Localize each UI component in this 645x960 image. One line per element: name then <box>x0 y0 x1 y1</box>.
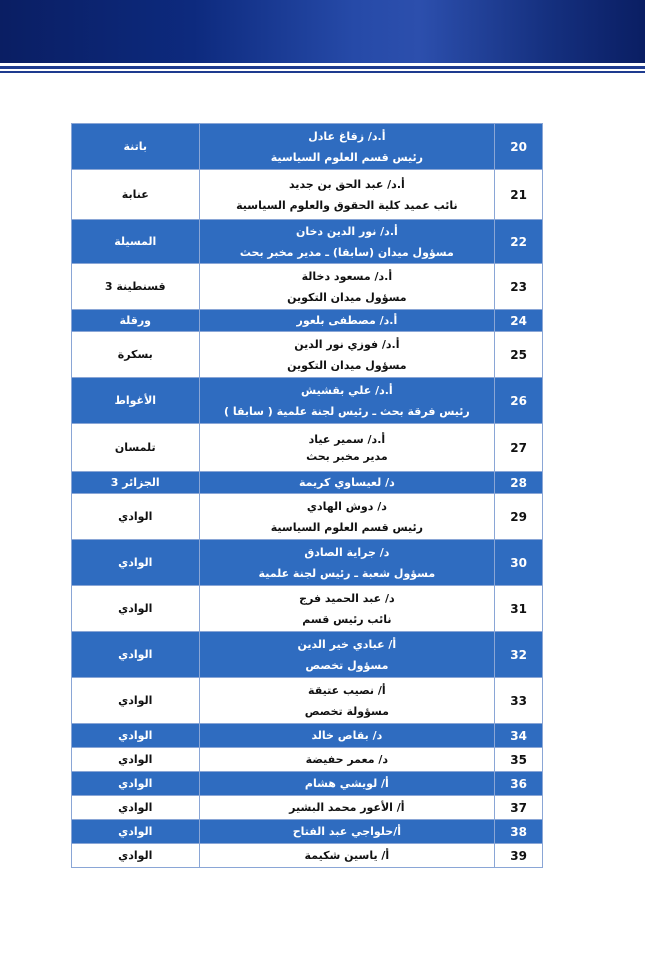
member-role: رئيس قسم العلوم السياسية <box>270 520 423 534</box>
university-cell <box>72 844 200 868</box>
university-cell <box>72 748 200 772</box>
table-row <box>72 748 543 772</box>
header-divider-secondary <box>0 71 645 73</box>
university-cell <box>72 632 200 678</box>
row-number-cell <box>495 678 543 724</box>
table-row <box>72 264 543 310</box>
member-role: رئيس قسم العلوم السياسية <box>270 150 423 164</box>
university-cell <box>72 124 200 170</box>
row-number: 20 <box>510 139 527 154</box>
row-number-cell <box>495 540 543 586</box>
university-name: الوادي <box>118 777 153 790</box>
row-number-cell <box>495 310 543 332</box>
row-number: 24 <box>510 313 527 328</box>
row-number: 21 <box>510 187 527 202</box>
member-cell <box>199 264 495 310</box>
member-role: رئيس فرقة بحث ـ رئيس لجنة علمية ( سابقا ) <box>223 404 470 418</box>
university-cell <box>72 540 200 586</box>
university-name: الوادي <box>118 648 153 661</box>
university-cell <box>72 772 200 796</box>
row-number-cell <box>495 586 543 632</box>
row-number: 32 <box>510 647 527 662</box>
row-number: 34 <box>510 728 527 743</box>
member-name: د/ دوش الهادي <box>306 499 387 513</box>
row-number-cell <box>495 124 543 170</box>
member-cell <box>199 472 495 494</box>
table-row <box>72 632 543 678</box>
member-name: د/ عبد الحميد فرج <box>299 591 395 605</box>
university-name: الوادي <box>118 729 153 742</box>
row-number: 22 <box>510 234 527 249</box>
university-cell <box>72 472 200 494</box>
member-cell <box>199 494 495 540</box>
member-cell <box>199 748 495 772</box>
row-number: 26 <box>510 393 527 408</box>
member-cell <box>199 378 495 424</box>
row-number: 31 <box>510 601 527 616</box>
row-number: 25 <box>510 347 527 362</box>
table-row <box>72 124 543 170</box>
members-table <box>71 123 543 868</box>
row-number-cell <box>495 264 543 310</box>
row-number-cell <box>495 170 543 220</box>
member-name: د/ بقاص خالد <box>311 729 383 742</box>
table-row <box>72 332 543 378</box>
university-cell <box>72 678 200 724</box>
member-name: د/ لعيساوي كريمة <box>298 476 395 489</box>
university-name: الوادي <box>118 753 153 766</box>
member-role: مسؤول ميدان التكوين <box>287 290 407 304</box>
table-row <box>72 220 543 264</box>
member-name: أ.د/ زقاغ عادل <box>308 129 386 143</box>
member-cell <box>199 124 495 170</box>
university-cell <box>72 220 200 264</box>
table-row <box>72 472 543 494</box>
member-cell <box>199 772 495 796</box>
row-number: 30 <box>510 555 527 570</box>
row-number: 23 <box>510 279 527 294</box>
member-role: مدير مخبر بحث <box>306 449 388 463</box>
member-cell <box>199 310 495 332</box>
row-number-cell <box>495 424 543 472</box>
member-name: أ/حلواجي عبد الفتاح <box>292 825 402 838</box>
member-name: أ.د/ فوزي نور الدين <box>294 337 400 351</box>
row-number: 33 <box>510 693 527 708</box>
member-name: أ.د/ مصطفى بلعور <box>296 314 398 327</box>
member-cell <box>199 586 495 632</box>
university-name: الوادي <box>118 801 153 814</box>
row-number: 36 <box>510 776 527 791</box>
member-name: أ.د/ نور الدين دخان <box>295 224 398 238</box>
table-row <box>72 540 543 586</box>
university-name: الجزائر 3 <box>110 476 160 489</box>
table-row <box>72 820 543 844</box>
member-name: أ/ الأعور محمد البشير <box>289 801 405 814</box>
row-number-cell <box>495 378 543 424</box>
row-number-cell <box>495 220 543 264</box>
row-number-cell <box>495 772 543 796</box>
university-cell <box>72 796 200 820</box>
member-name: د/ جراية الصادق <box>304 545 390 559</box>
university-name: ورقلة <box>119 314 152 327</box>
member-cell <box>199 540 495 586</box>
row-number-cell <box>495 632 543 678</box>
member-cell <box>199 724 495 748</box>
row-number: 37 <box>510 800 527 815</box>
member-cell <box>199 170 495 220</box>
university-name: عنابة <box>121 188 149 201</box>
row-number-cell <box>495 724 543 748</box>
member-cell <box>199 820 495 844</box>
table-row <box>72 796 543 820</box>
member-cell <box>199 220 495 264</box>
row-number: 35 <box>510 752 527 767</box>
university-cell <box>72 494 200 540</box>
university-cell <box>72 310 200 332</box>
member-name: أ.د/ عبد الحق بن جديد <box>288 177 405 191</box>
university-name: الوادي <box>118 556 153 569</box>
university-name: الوادي <box>118 825 153 838</box>
member-cell <box>199 796 495 820</box>
row-number-cell <box>495 796 543 820</box>
member-name: أ/ نصيب عتيقة <box>308 683 386 697</box>
table-row <box>72 586 543 632</box>
member-cell <box>199 632 495 678</box>
university-cell <box>72 424 200 472</box>
member-name: أ.د/ سمير عياد <box>308 432 386 446</box>
member-role: مسؤول ميدان (سابقا) ـ مدير مخبر بحث <box>239 245 454 259</box>
university-name: تلمسان <box>114 441 156 454</box>
university-cell <box>72 586 200 632</box>
member-role: نائب عميد كلية الحقوق والعلوم السياسية <box>236 198 458 212</box>
table-row <box>72 844 543 868</box>
member-name: أ/ لويشي هشام <box>304 777 389 790</box>
university-name: بسكرة <box>117 348 153 361</box>
university-name: الأغواط <box>114 394 157 407</box>
university-cell <box>72 724 200 748</box>
table-row <box>72 494 543 540</box>
row-number-cell <box>495 332 543 378</box>
row-number: 38 <box>510 824 527 839</box>
header-banner <box>0 0 645 63</box>
member-name: د/ معمر حفيضة <box>305 753 389 766</box>
row-number: 27 <box>510 440 527 455</box>
table-row <box>72 378 543 424</box>
university-name: المسيلة <box>114 235 157 248</box>
row-number-cell <box>495 748 543 772</box>
table-row <box>72 310 543 332</box>
university-cell <box>72 332 200 378</box>
row-number-cell <box>495 820 543 844</box>
university-name: قسنطينة 3 <box>104 280 166 293</box>
member-name: أ/ عبادي خير الدين <box>297 637 397 651</box>
member-role: مسؤول شعبة ـ رئيس لجنة علمية <box>258 566 436 580</box>
row-number-cell <box>495 844 543 868</box>
row-number-cell <box>495 472 543 494</box>
university-cell <box>72 170 200 220</box>
table-row <box>72 678 543 724</box>
member-name: أ.د/ علي بقشيش <box>301 383 393 397</box>
member-cell <box>199 844 495 868</box>
member-role: مسؤول ميدان التكوين <box>287 358 407 372</box>
row-number-cell <box>495 494 543 540</box>
member-role: مسؤولة تخصص <box>304 704 389 718</box>
member-cell <box>199 424 495 472</box>
university-name: باتنة <box>123 140 148 153</box>
university-cell <box>72 820 200 844</box>
member-role: مسؤول تخصص <box>305 658 389 672</box>
university-name: الوادي <box>118 602 153 615</box>
table-row <box>72 724 543 748</box>
table-row <box>72 424 543 472</box>
row-number: 29 <box>510 509 527 524</box>
university-name: الوادي <box>118 510 153 523</box>
member-name: أ/ ياسين شكيمة <box>304 849 390 862</box>
university-name: الوادي <box>118 694 153 707</box>
row-number: 28 <box>510 475 527 490</box>
member-cell <box>199 678 495 724</box>
header-divider <box>0 66 645 69</box>
university-name: الوادي <box>118 849 153 862</box>
member-role: نائب رئيس قسم <box>302 612 392 626</box>
row-number: 39 <box>510 848 527 863</box>
university-cell <box>72 378 200 424</box>
table-row <box>72 772 543 796</box>
university-cell <box>72 264 200 310</box>
member-name: أ.د/ مسعود دخالة <box>301 269 393 283</box>
table-row <box>72 170 543 220</box>
members-table-body <box>72 124 543 868</box>
member-cell <box>199 332 495 378</box>
